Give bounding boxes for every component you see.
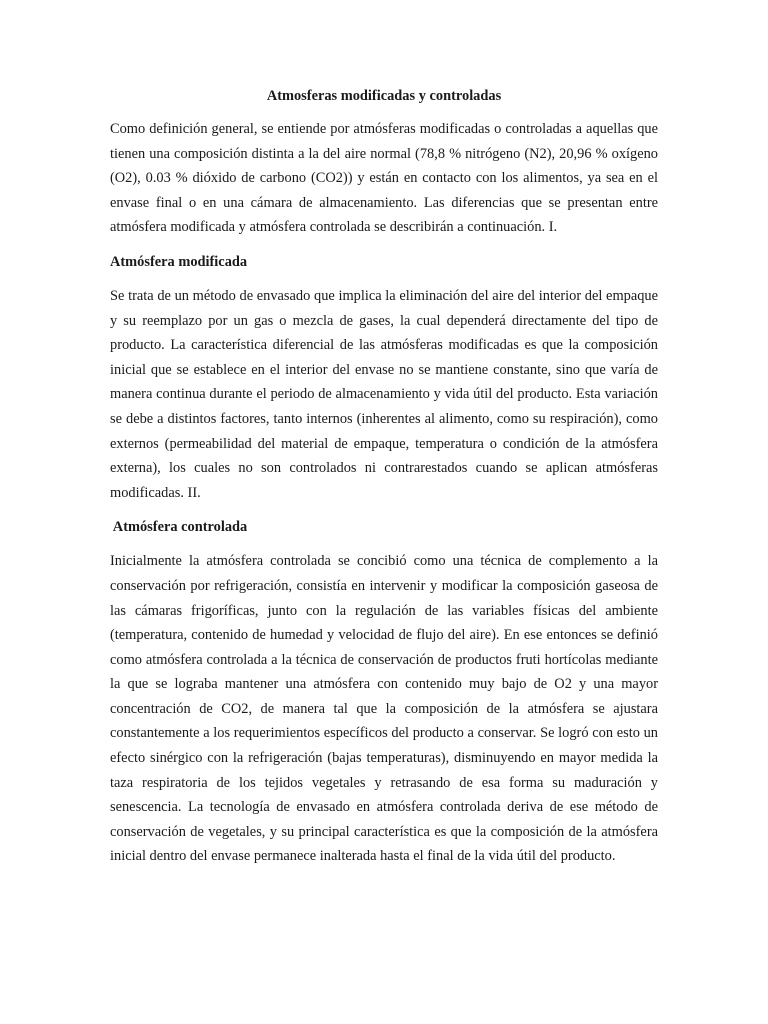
section-body-atmosfera-controlada: Inicialmente la atmósfera controlada se concibió como una técnica de complemento a la conservación por refrigeración, consistía en intervenir y modificar la composición gaseosa de las cámaras frigoríficas, junto con la regulación de las variables físicas del ambiente (temperatura, contenido de humedad y velocidad de flujo del aire). En ese entonces se definió como atmósfera controlada a la técnica de conservación de productos fruti hortícolas mediante la que se lograba mantener una atmósfera con contenido muy bajo de O2 y una mayor concentración de CO2, de manera tal que la composición de la atmósfera se ajustara constantemente a los requerimientos específicos del producto a conservar. Se logró con esto un efecto sinérgico con la refrigeración (bajas temperaturas), disminuyendo en mayor medida la taza respiratoria de los tejidos vegetales y retrasando de esa forma su maduración y senescencia. La tecnología de envasado en atmósfera controlada deriva de ese método de conservación de vegetales, y su principal característica es que la composición de la atmósfera inicial dentro del envase permanece inalterada hasta el final de la vida útil del producto. bbox=[110, 553, 658, 865]
document-title: Atmosferas modificadas y controladas bbox=[266, 88, 502, 104]
section-body-atmosfera-modificada: Se trata de un método de envasado que implica la eliminación del aire del interior del empaque y su reemplazo por un gas o mezcla de gases, la cual dependerá directamente del tipo de producto. La característica diferencial de las atmósferas modificadas es que la composición inicial que se establece en el interior del envase no se mantiene constante, sino que varía de manera continua durante el periodo de almacenamiento y vida útil del producto. Esta variación se debe a distintos factores, tanto internos (inherentes al alimento, como su respiración), como externos (permeabilidad del material de empaque, temperatura o condición de la atmósfera externa), los cuales no son controlados ni contrarestados cuando se aplican atmósferas modificadas. II. bbox=[110, 287, 658, 501]
section-heading-atmosfera-modificada: Atmósfera modificada bbox=[110, 253, 248, 270]
section-heading-atmosfera-controlada: Atmósfera controlada bbox=[110, 519, 248, 536]
document-page bbox=[110, 84, 658, 879]
intro-paragraph: Como definición general, se entiende por atmósferas modificadas o controladas a aquellas que tienen una composición distinta a la del aire normal (78,8 % nitrógeno (N2), 20,96 % oxígeno (O2), 0.03 % dióxido de carbono (CO2)) y están en contacto con los alimentos, ya sea en el envase final o en una cámara de almacenamiento. Las diferencias que se presentan entre atmósfera modificada y atmósfera controlada se describirán a continuación. I. bbox=[110, 121, 658, 236]
